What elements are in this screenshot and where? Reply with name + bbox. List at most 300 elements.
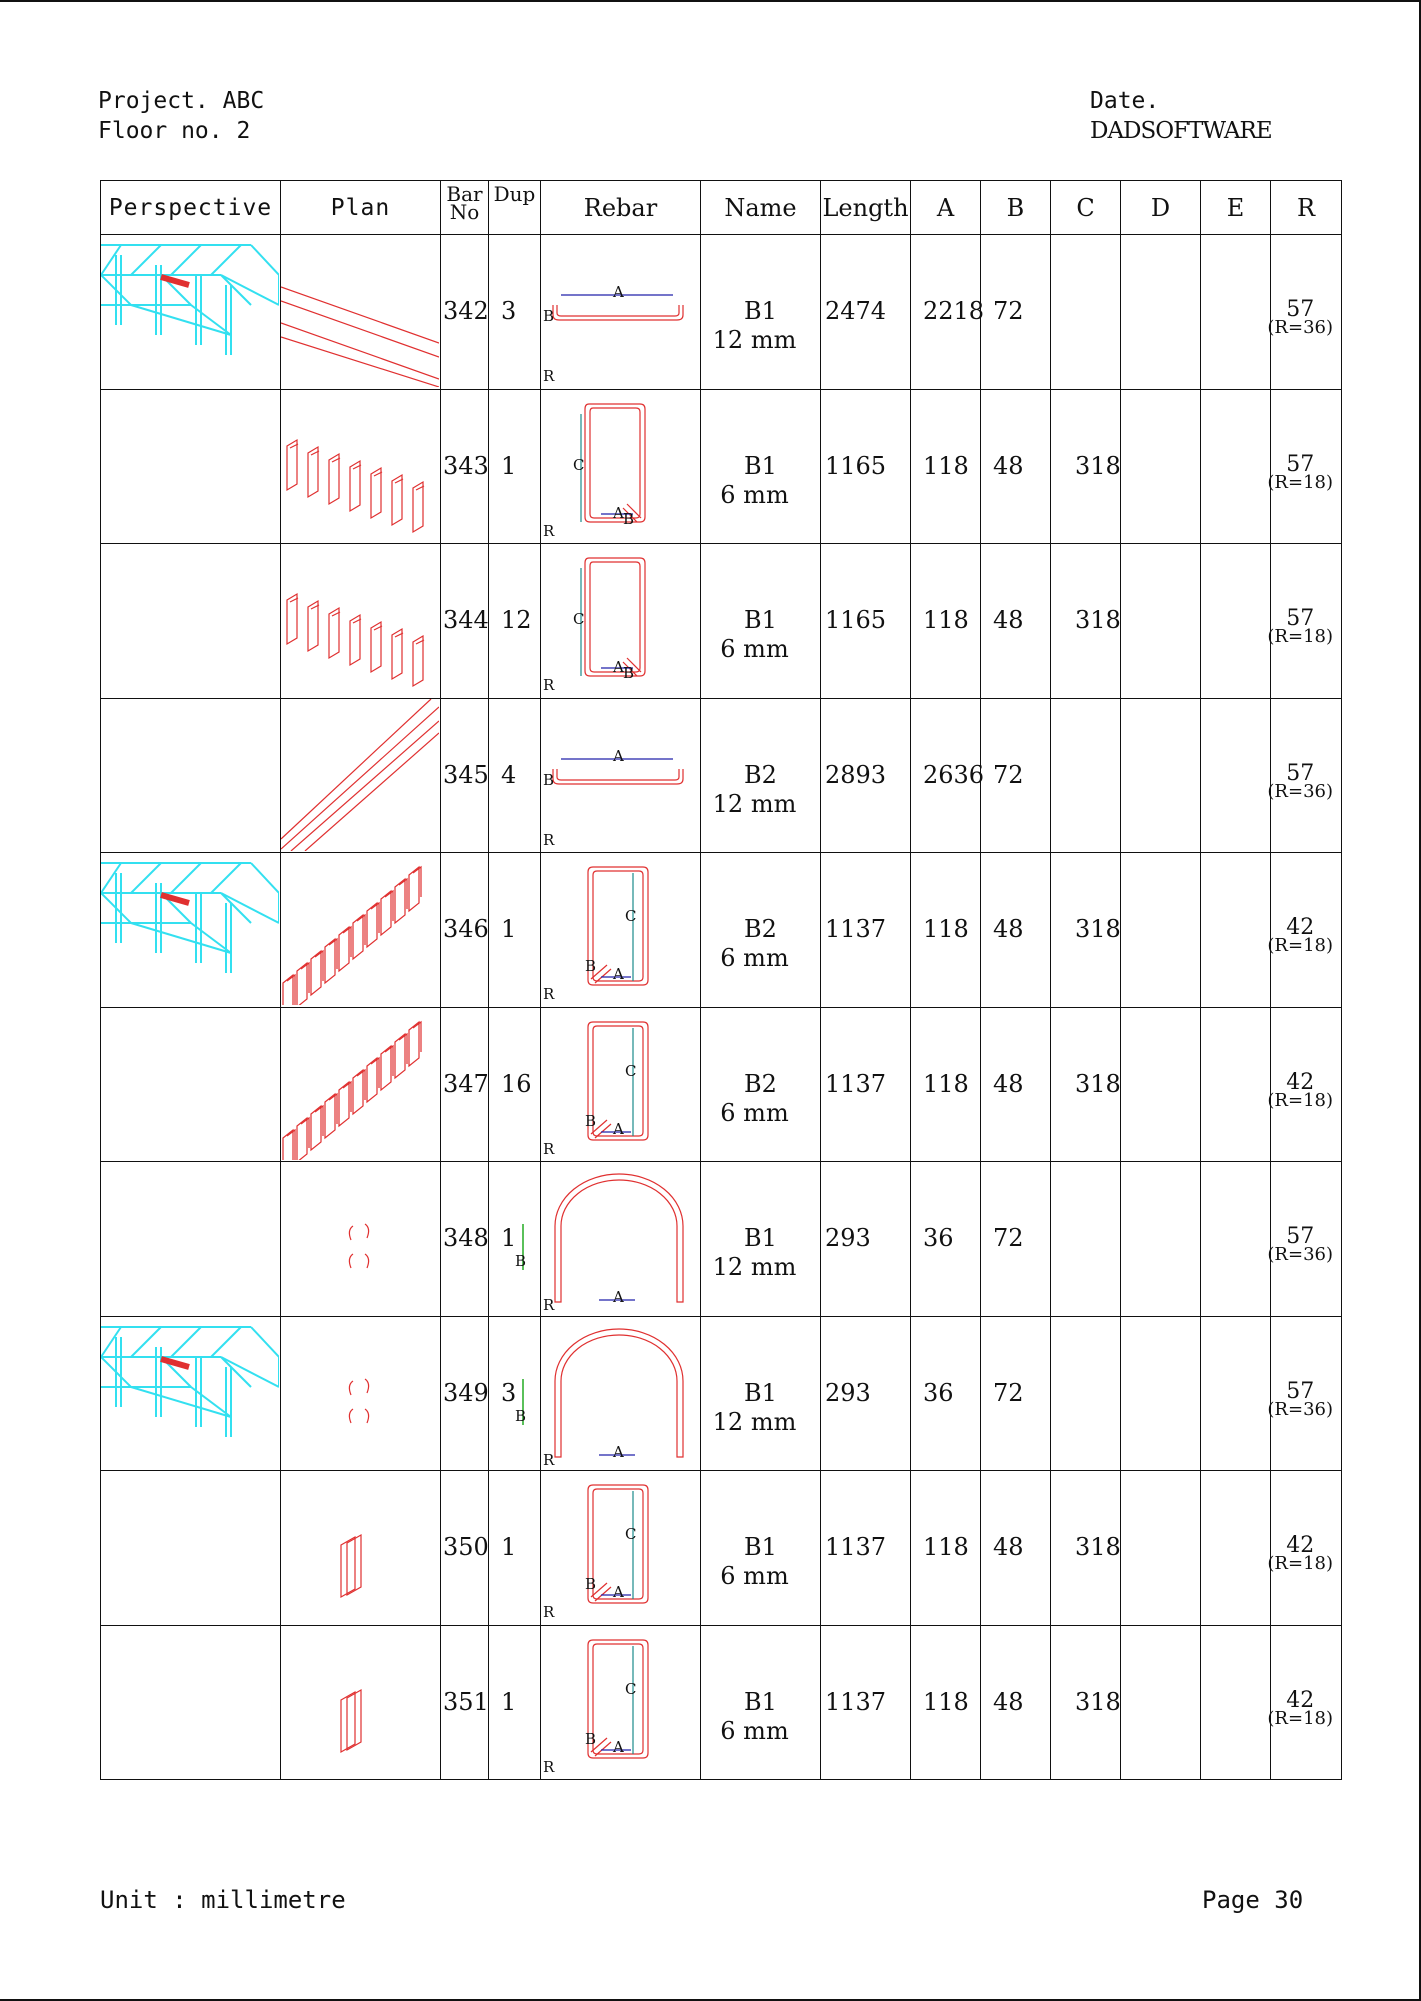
- dup-count: 1: [501, 1687, 517, 1716]
- cell-length: [821, 1316, 911, 1471]
- dim-label-c: C: [625, 1679, 637, 1698]
- value-a: 2636: [923, 760, 985, 789]
- bar-diameter: 6 mm: [720, 1716, 789, 1745]
- bar-no: 351: [443, 1687, 489, 1716]
- cell-d: [1121, 1162, 1201, 1317]
- bar-mark: B2: [744, 915, 777, 943]
- bar-no: 343: [443, 451, 489, 480]
- r-value: 57: [1286, 451, 1315, 477]
- cell-b: [981, 1625, 1051, 1780]
- col-bar-no: Bar No: [441, 181, 489, 235]
- rebar-shape-cell: [541, 1162, 701, 1317]
- dim-label-r: R: [543, 1139, 555, 1158]
- cell-c: [1051, 853, 1121, 1008]
- dup-cell: [489, 1471, 541, 1626]
- value-length: 1137: [825, 1533, 887, 1561]
- cell-b: [981, 544, 1051, 699]
- r-value: 57: [1286, 1224, 1315, 1249]
- value-b: 48: [993, 451, 1024, 480]
- bar-mark: B1: [744, 1224, 777, 1252]
- dup-count: 1: [501, 451, 517, 480]
- r-value: 42: [1286, 915, 1315, 940]
- dup-cell: [489, 389, 541, 544]
- cell-c: [1051, 389, 1121, 544]
- cell-e: [1201, 389, 1271, 544]
- bar-no-cell: [441, 1471, 489, 1626]
- bar-mark: B1: [744, 451, 777, 480]
- cell-c: [1051, 235, 1121, 390]
- value-c: 318: [1075, 915, 1121, 943]
- dup-count: 1: [501, 1224, 517, 1252]
- name-cell: [701, 544, 821, 699]
- plan-view-icon: [281, 853, 439, 1005]
- value-a: 118: [923, 451, 969, 480]
- bar-no: 348: [443, 1224, 489, 1252]
- header-row: [101, 181, 1342, 235]
- name-cell: [701, 853, 821, 1008]
- r-value-block: [1267, 1069, 1333, 1111]
- perspective-cell: [101, 389, 281, 544]
- bar-diameter: 6 mm: [720, 944, 789, 972]
- r-value: 57: [1286, 1378, 1315, 1404]
- cell-a: [911, 1471, 981, 1626]
- cell-length: [821, 698, 911, 853]
- plan-view-icon: [281, 235, 439, 387]
- cell-d: [1121, 1316, 1201, 1471]
- bar-name-block: [701, 1533, 820, 1591]
- date-label: Date.: [1090, 88, 1160, 114]
- dim-label-a: A: [613, 503, 624, 522]
- rebar-shape-cell: [541, 235, 701, 390]
- cell-a: [911, 389, 981, 544]
- r-value-block: [1267, 915, 1333, 956]
- bar-diameter: 6 mm: [720, 635, 789, 663]
- table-row: [101, 1471, 1342, 1626]
- name-cell: [701, 1471, 821, 1626]
- dim-label-b: B: [515, 1406, 527, 1425]
- dim-label-b: B: [543, 307, 555, 325]
- dim-label-b: B: [623, 509, 635, 528]
- r-value-block: [1267, 1224, 1333, 1265]
- plan-view-icon: [281, 1162, 439, 1314]
- cell-e: [1201, 1007, 1271, 1162]
- r-radius: (R=36): [1267, 780, 1333, 802]
- cell-a: [911, 853, 981, 1008]
- dim-label-r: R: [543, 1603, 555, 1621]
- value-length: 293: [825, 1378, 871, 1407]
- perspective-3d-icon: [101, 1317, 279, 1437]
- bar-diameter: 12 mm: [712, 326, 797, 354]
- cell-length: [821, 389, 911, 544]
- bar-no: 346: [443, 915, 489, 943]
- cell-length: [821, 544, 911, 699]
- cell-r: [1267, 1471, 1342, 1626]
- perspective-cell: [101, 1162, 281, 1317]
- bar-diameter: 6 mm: [720, 480, 789, 509]
- bar-name-block: [701, 297, 820, 355]
- col-c: C: [1051, 181, 1121, 235]
- cell-b: [981, 853, 1051, 1008]
- cell-length: [821, 1162, 911, 1317]
- value-a: 118: [923, 1069, 969, 1098]
- dim-label-a: A: [613, 1737, 624, 1756]
- value-a: 118: [923, 915, 969, 943]
- cell-d: [1121, 389, 1201, 544]
- cell-e: [1201, 1471, 1271, 1626]
- bar-diameter: 12 mm: [712, 789, 797, 818]
- name-cell: [701, 1625, 821, 1780]
- bar-mark: B1: [744, 606, 777, 634]
- dim-label-b: B: [543, 770, 555, 789]
- plan-cell: [281, 1471, 441, 1626]
- r-radius: (R=18): [1267, 471, 1333, 493]
- value-length: 293: [825, 1224, 871, 1252]
- r-radius: (R=18): [1267, 935, 1333, 956]
- dup-bar-marker-icon: [489, 1162, 539, 1314]
- r-value: 42: [1286, 1687, 1315, 1713]
- bar-mark: B2: [744, 760, 777, 789]
- bar-no-cell: [441, 698, 489, 853]
- company-label: DADSOFTWARE: [1090, 118, 1272, 144]
- cell-r: [1267, 853, 1342, 1008]
- cell-c: [1051, 1007, 1121, 1162]
- plan-cell: [281, 1007, 441, 1162]
- dim-label-b: B: [585, 1729, 597, 1748]
- dup-count: 1: [501, 915, 517, 943]
- col-length: Length: [821, 181, 911, 235]
- value-b: 72: [993, 1378, 1024, 1407]
- r-radius: (R=18): [1267, 626, 1333, 647]
- value-length: 1165: [825, 606, 887, 634]
- cell-length: [821, 1007, 911, 1162]
- value-b: 72: [993, 297, 1024, 325]
- cell-e: [1201, 1625, 1271, 1780]
- bar-name-block: [701, 1070, 820, 1128]
- cell-b: [981, 1316, 1051, 1471]
- r-value-block: [1267, 451, 1333, 493]
- value-length: 1137: [825, 1069, 887, 1098]
- r-value-block: [1267, 1378, 1333, 1420]
- col-rebar: Rebar: [541, 181, 701, 235]
- bar-no-cell: [441, 1162, 489, 1317]
- plan-cell: [281, 235, 441, 390]
- perspective-cell: [101, 235, 281, 390]
- bar-diameter: 12 mm: [712, 1407, 797, 1436]
- cell-d: [1121, 1471, 1201, 1626]
- dim-label-a: A: [613, 965, 624, 983]
- bar-diameter: 6 mm: [720, 1098, 789, 1127]
- value-b: 48: [993, 1533, 1024, 1561]
- col-b: B: [981, 181, 1051, 235]
- cell-a: [911, 698, 985, 853]
- r-value: 42: [1286, 1069, 1315, 1095]
- dim-label-b: B: [585, 1575, 597, 1593]
- rebar-shape-cell: [541, 698, 701, 853]
- dim-label-a: A: [613, 1288, 624, 1306]
- dup-cell: [489, 853, 541, 1008]
- plan-view-icon: [281, 544, 439, 696]
- cell-a: [911, 235, 985, 390]
- r-value: 42: [1286, 1533, 1315, 1558]
- plan-cell: [281, 853, 441, 1008]
- cell-length: [821, 235, 911, 390]
- bar-no: 342: [443, 297, 489, 325]
- table-row: [101, 1625, 1342, 1780]
- cell-d: [1121, 698, 1201, 853]
- bar-no: 344: [443, 606, 489, 634]
- cell-a: [911, 1625, 981, 1780]
- bar-no-cell: [441, 544, 489, 699]
- bar-no-cell: [441, 389, 489, 544]
- unit-label: Unit : millimetre: [100, 1886, 346, 1914]
- r-radius: (R=18): [1267, 1089, 1333, 1111]
- bar-name-block: [701, 1379, 820, 1437]
- rebar-shape-cell: [541, 1316, 701, 1471]
- dup-cell: [489, 544, 541, 699]
- cell-b: [981, 235, 1051, 390]
- cell-length: [821, 1471, 911, 1626]
- cell-r: [1267, 235, 1342, 390]
- dim-label-a: A: [613, 1442, 624, 1461]
- dim-label-c: C: [573, 610, 585, 628]
- cell-r: [1267, 1625, 1342, 1780]
- cell-d: [1121, 544, 1201, 699]
- bar-name-block: [701, 452, 820, 510]
- cell-e: [1201, 1162, 1271, 1317]
- perspective-cell: [101, 1007, 281, 1162]
- r-value: 57: [1286, 606, 1315, 631]
- bar-name-block: [701, 1224, 820, 1282]
- perspective-cell: [101, 544, 281, 699]
- perspective-cell: [101, 1471, 281, 1626]
- cell-d: [1121, 235, 1201, 390]
- bar-diameter: 12 mm: [712, 1253, 797, 1281]
- bar-mark: B1: [744, 1687, 777, 1716]
- dim-label-r: R: [543, 367, 555, 385]
- dim-label-r: R: [543, 1450, 555, 1469]
- plan-cell: [281, 389, 441, 544]
- r-value-block: [1267, 606, 1333, 647]
- r-radius: (R=36): [1267, 1244, 1333, 1265]
- cell-a: [911, 1316, 981, 1471]
- plan-view-icon: [281, 699, 439, 851]
- cell-c: [1051, 1625, 1121, 1780]
- dim-label-a: A: [613, 746, 624, 765]
- rebar-shape-cell: [541, 1625, 701, 1780]
- rebar-shape-cell: [541, 1007, 701, 1162]
- perspective-3d-icon: [101, 235, 279, 355]
- dup-cell: [489, 1316, 541, 1471]
- value-b: 48: [993, 606, 1024, 634]
- cell-r: [1267, 389, 1342, 544]
- dim-label-b: B: [585, 1111, 597, 1130]
- table-row: [101, 1007, 1342, 1162]
- bar-no: 349: [443, 1378, 489, 1407]
- value-a: 118: [923, 1687, 969, 1716]
- rebar-shape-cell: [541, 389, 701, 544]
- value-b: 72: [993, 760, 1024, 789]
- bar-diameter: 6 mm: [720, 1562, 789, 1590]
- cell-c: [1051, 1471, 1121, 1626]
- bar-schedule-table: [100, 180, 1342, 1780]
- cell-b: [981, 1471, 1051, 1626]
- dup-cell: [489, 698, 541, 853]
- cell-b: [981, 698, 1051, 853]
- bar-mark: B1: [744, 1533, 777, 1561]
- name-cell: [701, 389, 821, 544]
- cell-e: [1201, 1316, 1271, 1471]
- r-value-block: [1267, 1533, 1333, 1574]
- dup-bar-marker-icon: [489, 1317, 539, 1469]
- dup-count: 3: [501, 1378, 517, 1407]
- bar-name-block: [701, 761, 820, 819]
- cell-r: [1267, 1007, 1342, 1162]
- plan-cell: [281, 1162, 441, 1317]
- dim-label-c: C: [573, 455, 585, 474]
- r-value: 57: [1286, 297, 1315, 322]
- name-cell: [701, 1162, 821, 1317]
- table-row: [101, 1162, 1342, 1317]
- bar-name-block: [701, 1688, 820, 1746]
- r-value-block: [1267, 760, 1333, 802]
- cell-e: [1201, 853, 1271, 1008]
- bar-mark: B1: [744, 1378, 777, 1407]
- value-a: 118: [923, 1533, 969, 1561]
- col-r: R: [1271, 181, 1342, 235]
- col-a: A: [911, 181, 981, 235]
- plan-cell: [281, 544, 441, 699]
- table-row: [101, 389, 1342, 544]
- cell-r: [1267, 1316, 1342, 1471]
- rebar-shape-cell: [541, 853, 701, 1008]
- table-row: [101, 853, 1342, 1008]
- name-cell: [701, 235, 821, 390]
- dup-cell: [489, 1625, 541, 1780]
- cell-c: [1051, 1316, 1121, 1471]
- name-cell: [701, 1007, 821, 1162]
- plan-view-icon: [281, 1471, 439, 1623]
- col-name: Name: [701, 181, 821, 235]
- cell-b: [981, 1007, 1051, 1162]
- perspective-cell: [101, 1625, 281, 1780]
- cell-c: [1051, 1162, 1121, 1317]
- dim-label-r: R: [543, 1757, 555, 1776]
- project-label: Project. ABC: [98, 88, 265, 114]
- perspective-3d-icon: [101, 853, 279, 973]
- bar-no-cell: [441, 1007, 489, 1162]
- value-b: 48: [993, 1687, 1024, 1716]
- cell-r: [1267, 544, 1342, 699]
- rebar-shape-icon: [541, 699, 699, 851]
- value-a: 118: [923, 606, 969, 634]
- dim-label-c: C: [625, 1525, 637, 1543]
- value-c: 318: [1075, 1069, 1121, 1098]
- cell-length: [821, 853, 911, 1008]
- dim-label-c: C: [625, 907, 637, 925]
- r-value-block: [1267, 1687, 1333, 1729]
- cell-d: [1121, 853, 1201, 1008]
- value-b: 72: [993, 1224, 1024, 1252]
- bar-mark: B1: [744, 297, 777, 325]
- value-c: 318: [1075, 451, 1121, 480]
- cell-d: [1121, 1007, 1201, 1162]
- col-plan: Plan: [281, 181, 441, 235]
- dim-label-a: A: [613, 658, 624, 676]
- dim-label-r: R: [543, 985, 555, 1003]
- value-c: 318: [1075, 606, 1121, 634]
- dup-count: 3: [501, 297, 517, 325]
- dup-cell: [489, 1162, 541, 1317]
- dim-label-b: B: [623, 664, 635, 682]
- dim-label-a: A: [613, 283, 624, 301]
- rebar-shape-cell: [541, 544, 701, 699]
- page-border-top: [0, 0, 1421, 2]
- col-dup: Dup: [489, 181, 541, 235]
- plan-cell: [281, 1316, 441, 1471]
- cell-a: [911, 544, 981, 699]
- value-length: 2474: [825, 297, 887, 325]
- cell-r: [1267, 698, 1342, 853]
- bar-no-cell: [441, 235, 489, 390]
- page-number: Page 30: [1202, 1886, 1304, 1914]
- r-value-block: [1267, 297, 1333, 338]
- plan-view-icon: [281, 1008, 439, 1160]
- dim-label-r: R: [543, 1296, 555, 1314]
- dim-label-b: B: [585, 957, 597, 975]
- col-d: D: [1121, 181, 1201, 235]
- value-a: 36: [923, 1224, 954, 1252]
- plan-cell: [281, 1625, 441, 1780]
- dim-label-r: R: [543, 676, 555, 694]
- r-radius: (R=18): [1267, 1553, 1333, 1574]
- plan-cell: [281, 698, 441, 853]
- table-row: [101, 544, 1342, 699]
- bar-no-cell: [441, 853, 489, 1008]
- dup-count: 4: [501, 760, 517, 789]
- dup-count: 12: [501, 606, 532, 634]
- table-row: [101, 1316, 1342, 1471]
- r-radius: (R=36): [1267, 1398, 1333, 1420]
- table-row: [101, 235, 1342, 390]
- cell-length: [821, 1625, 911, 1780]
- dim-label-a: A: [613, 1119, 624, 1138]
- r-radius: (R=36): [1267, 317, 1333, 338]
- cell-c: [1051, 698, 1121, 853]
- bar-no-cell: [441, 1625, 489, 1780]
- cell-r: [1267, 1162, 1342, 1317]
- dim-label-r: R: [543, 521, 555, 540]
- bar-no-cell: [441, 1316, 489, 1471]
- value-a: 2218: [923, 297, 985, 325]
- value-c: 318: [1075, 1687, 1121, 1716]
- floor-label: Floor no. 2: [98, 118, 251, 144]
- bar-no: 345: [443, 760, 489, 789]
- rebar-shape-icon: [541, 235, 699, 387]
- dup-cell: [489, 1007, 541, 1162]
- value-length: 2893: [825, 760, 887, 789]
- value-a: 36: [923, 1378, 954, 1407]
- value-c: 318: [1075, 1533, 1121, 1561]
- perspective-cell: [101, 698, 281, 853]
- bar-no: 347: [443, 1069, 489, 1098]
- perspective-cell: [101, 1316, 281, 1471]
- perspective-cell: [101, 853, 281, 1008]
- cell-b: [981, 1162, 1051, 1317]
- cell-a: [911, 1162, 981, 1317]
- col-perspective: Perspective: [101, 181, 281, 235]
- dim-label-a: A: [613, 1583, 624, 1601]
- dup-count: 16: [501, 1069, 532, 1098]
